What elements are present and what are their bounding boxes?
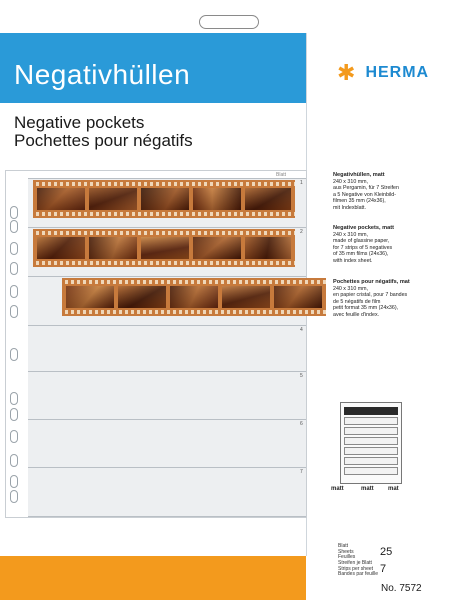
negative-frame (118, 286, 166, 308)
description-line: en papier cristal, pour 7 bandes (333, 292, 408, 299)
punch-hole (10, 242, 18, 255)
punch-hole (10, 220, 18, 233)
punch-hole (10, 285, 18, 298)
row-number: 2 (300, 229, 303, 235)
hang-tab (199, 15, 259, 29)
subtitle-french: Pochettes pour négatifs (14, 131, 193, 150)
article-number: No. 7572 (381, 583, 422, 594)
negative-frame (141, 237, 189, 259)
description-english (333, 225, 455, 265)
punch-hole (10, 490, 18, 503)
film-strip (62, 278, 326, 316)
description-line: for 7 strips of 5 negatives (333, 244, 393, 251)
description-line: 240 x 310 mm, (333, 231, 369, 238)
negative-frame (193, 188, 241, 210)
description-french (333, 279, 455, 319)
description-line: of 35 mm films (24x36), (333, 251, 389, 258)
description-line: made of glassine paper, (333, 238, 390, 245)
description-line: 240 x 310 mm, (333, 178, 369, 185)
film-strip (33, 229, 295, 267)
spec-label: Streifen je Blatt (338, 560, 372, 566)
thumbnail-film-strip (344, 407, 398, 415)
sprocket-holes (33, 182, 295, 186)
title-banner (0, 33, 306, 103)
finish-label: matt (331, 486, 344, 492)
punch-hole (10, 262, 18, 275)
thumbnail-row (344, 467, 398, 475)
description-heading: Negativhüllen, matt (333, 172, 385, 178)
negative-frame (37, 188, 85, 210)
thumbnail-row (344, 447, 398, 455)
punch-hole (10, 430, 18, 443)
sprocket-holes (62, 280, 326, 284)
spec-label: Strips per sheet (338, 565, 374, 572)
strips-value: 7 (380, 563, 387, 575)
sheet-header-label: Blatt (276, 172, 287, 178)
row-number: 1 (300, 180, 303, 186)
finish-label: mat (388, 486, 399, 492)
negative-frame (66, 286, 114, 308)
negative-frame (193, 237, 241, 259)
logo-text: HERMA (365, 64, 430, 81)
negative-frame (274, 286, 322, 308)
sprocket-holes (33, 231, 295, 235)
description-heading: Negative pockets, matt (333, 225, 394, 231)
sprocket-holes (62, 310, 326, 314)
thumbnail-row (344, 417, 398, 425)
spec-label: Blatt (338, 543, 349, 549)
description-heading: Pochettes pour négatifs, mat (333, 279, 410, 285)
subtitle-english: Negative pockets (14, 113, 145, 132)
sprocket-holes (33, 212, 295, 216)
row-number: 5 (300, 373, 303, 379)
description-line: petit format 35 mm (24x36), (333, 305, 399, 312)
pocket-row (28, 467, 306, 517)
strips-labels (338, 561, 378, 578)
sheets-value: 25 (380, 546, 393, 558)
punch-hole (10, 408, 18, 421)
finish-label: matt (361, 486, 374, 492)
herma-logo (337, 62, 429, 84)
orange-footer-band (0, 556, 306, 600)
punch-hole (10, 206, 18, 219)
negative-frame (141, 188, 189, 210)
negative-frame (89, 188, 137, 210)
product-thumbnail (340, 402, 402, 484)
punch-hole (10, 475, 18, 488)
spec-label: Bandes par feuille (338, 571, 379, 578)
spec-label: Feuilles (338, 554, 356, 561)
description-line: avec feuille d'index. (333, 311, 380, 318)
description-line: with index sheet. (333, 257, 373, 264)
description-line: de 5 négatifs de film (333, 298, 381, 305)
row-number: 4 (300, 327, 303, 333)
pocket-row (28, 325, 306, 372)
thumbnail-row (344, 427, 398, 435)
row-number: 6 (300, 421, 303, 427)
negative-frame (89, 237, 137, 259)
description-line: a 5 Negative von Kleinbild- (333, 191, 397, 198)
punch-hole (10, 454, 18, 467)
spec-label: Sheets (338, 548, 354, 555)
thumbnail-row (344, 437, 398, 445)
description-line: aus Pergamin, für 7 Streifen (333, 185, 399, 192)
sheets-labels (338, 544, 355, 561)
pocket-row (28, 371, 306, 420)
product-title: Negativhüllen (14, 59, 191, 90)
punch-hole (10, 305, 18, 318)
description-german (333, 172, 455, 212)
film-strip (33, 180, 295, 218)
description-line: 240 x 310 mm, (333, 285, 369, 292)
sprocket-holes (33, 261, 295, 265)
punch-hole (10, 392, 18, 405)
negative-frame (170, 286, 218, 308)
row-number: 7 (300, 469, 303, 475)
negative-frame (222, 286, 270, 308)
thumbnail-row (344, 457, 398, 465)
herma-star-icon: ✱ (337, 60, 356, 85)
punch-hole (10, 348, 18, 361)
negative-frame (245, 188, 291, 210)
description-line: filmen 35 mm (24x36), (333, 198, 386, 205)
negative-frame (37, 237, 85, 259)
negative-frame (245, 237, 291, 259)
pocket-row (28, 419, 306, 468)
description-line: mit Indexblatt. (333, 204, 366, 211)
